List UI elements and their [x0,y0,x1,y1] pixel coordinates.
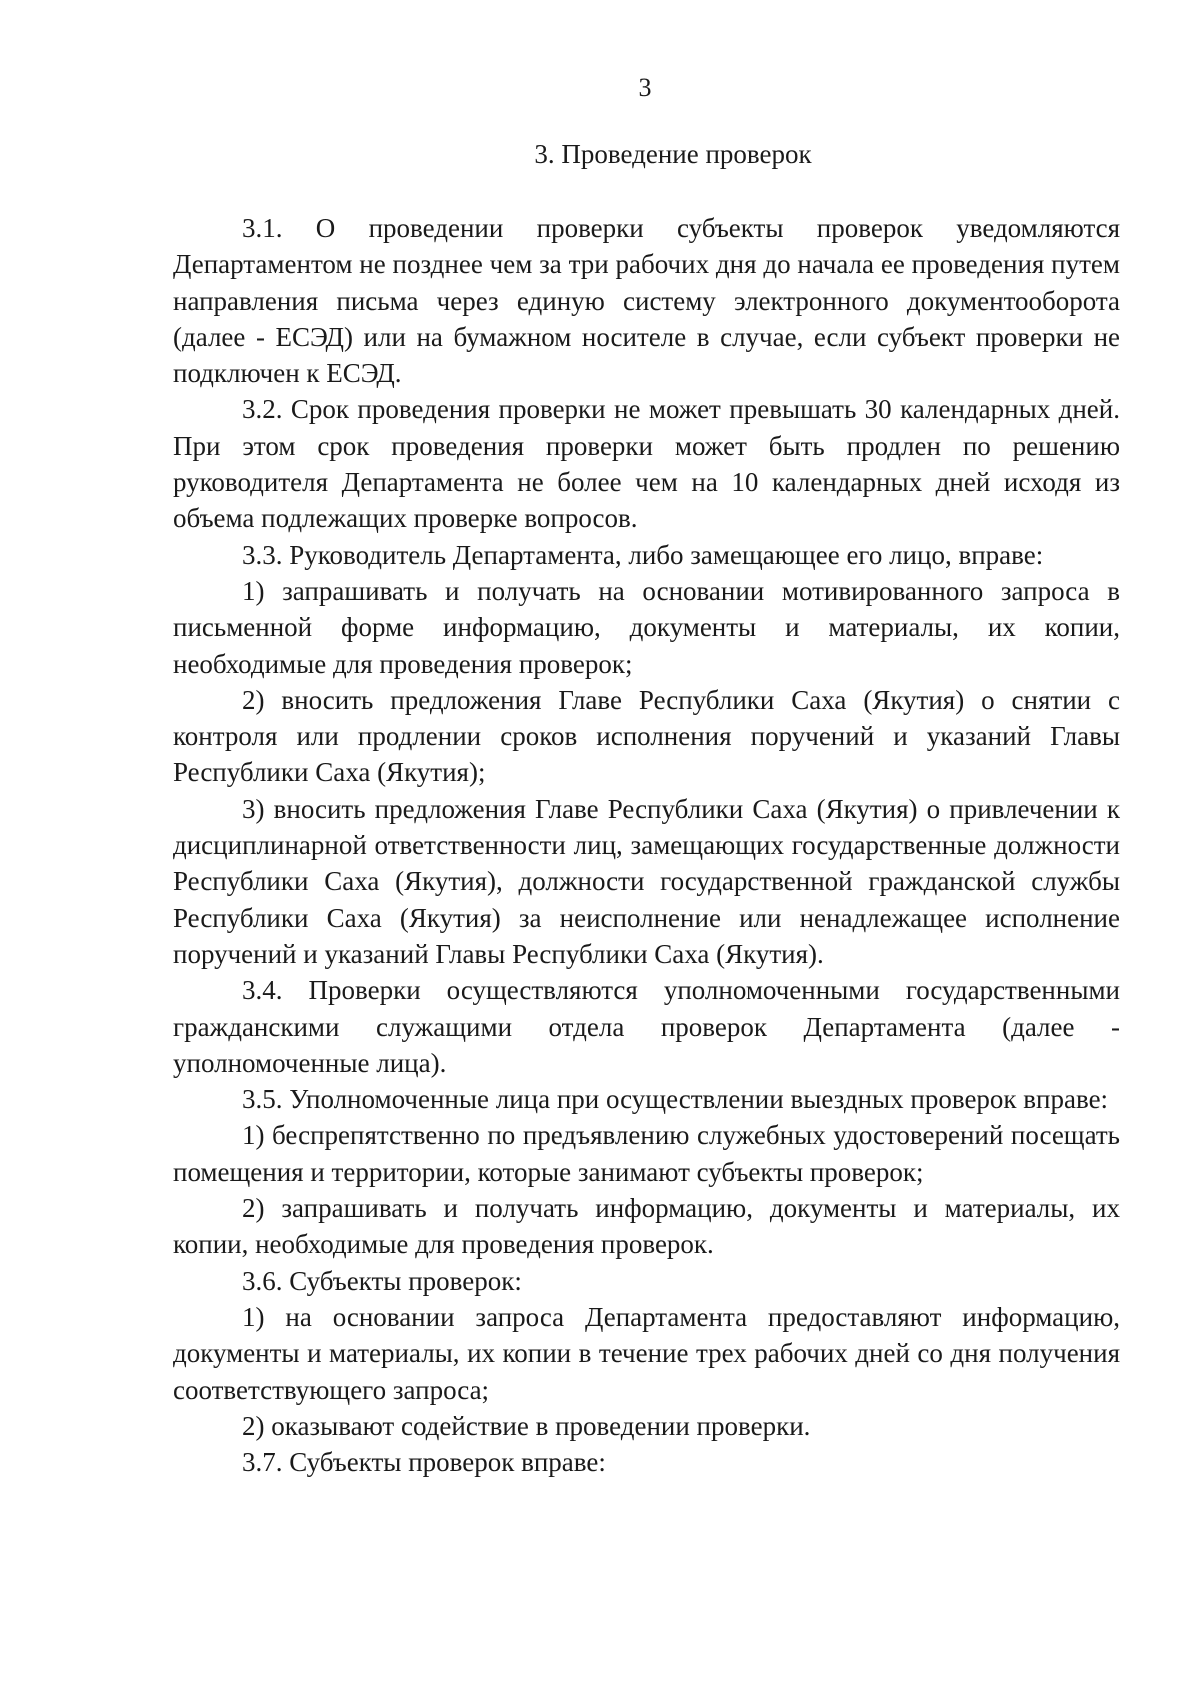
paragraph-3-3: 3.3. Руководитель Департамента, либо замещающее его лицо, вправе: [242,539,1044,570]
paragraph-3-5: 3.5. Уполномоченные лица при осуществлении выездных проверок вправе: [242,1084,1109,1115]
paragraph-3-6-item-2: 2) оказывают содействие в проведении проверки. [242,1410,811,1441]
paragraph-3-3-item-2: 2) вносить предложения Главе Республики Саха (Якутия) о снятии с контроля или продлении сроков исполнения поручений и указаний Главы Республики Саха (Якутия); [173,684,1120,788]
paragraph-3-5-item-1: 1) беспрепятственно по предъявлению служебных удостоверений посещать помещения и территории, которые занимают субъекты проверок; [173,1120,1120,1187]
paragraph-3-1: 3.1. О проведении проверки субъекты проверок уведомляются Департаментом не позднее чем за три рабочих дня до начала ее проведения путем направления письма через единую систему электронного документооборота (далее - ЕСЭД) или на бумажном носителе в случае, если субъект проверки не подключен к ЕСЭД. [173,213,1120,389]
page-number: 3 [638,73,652,102]
paragraph-3-4: 3.4. Проверки осуществляются уполномоченными государственными гражданскими служащими отдела проверок Департамента (далее - уполномоченные лица). [173,975,1120,1078]
paragraph-3-7: 3.7. Субъекты проверок вправе: [242,1447,606,1478]
paragraph-3-6-item-1: 1) на основании запроса Департамента предоставляют информацию, документы и материалы, их копии в течение трех рабочих дней со дня получения соответствующего запроса; [173,1301,1120,1405]
paragraph-3-3-item-3: 3) вносить предложения Главе Республики Саха (Якутия) о привлечении к дисциплинарной ответственности лиц, замещающих государственные должности Республики Саха (Якутия), должности государственной гражданской службы Республики Саха (Якутия) за неисполнение или ненадлежащее исполнение поручений и указаний Главы Республики Саха (Якутия). [173,793,1120,969]
paragraph-3-5-item-2: 2) запрашивать и получать информацию, документы и материалы, их копии, необходимые для проведения проверок. [173,1193,1120,1260]
paragraph-3-2: 3.2. Срок проведения проверки не может превышать 30 календарных дней. При этом срок проведения проверки может быть продлен по решению руководителя Департамента не более чем на 10 календарных дней исходя из объема подлежащих проверке вопросов. [173,394,1120,534]
document-body [173,210,1120,1480]
section-title: 3. Проведение проверок [534,139,812,169]
paragraph-3-3-item-1: 1) запрашивать и получать на основании мотивированного запроса в письменной форме информацию, документы и материалы, их копии, необходимые для проведения проверок; [173,575,1120,679]
paragraph-3-6: 3.6. Субъекты проверок: [242,1265,522,1296]
